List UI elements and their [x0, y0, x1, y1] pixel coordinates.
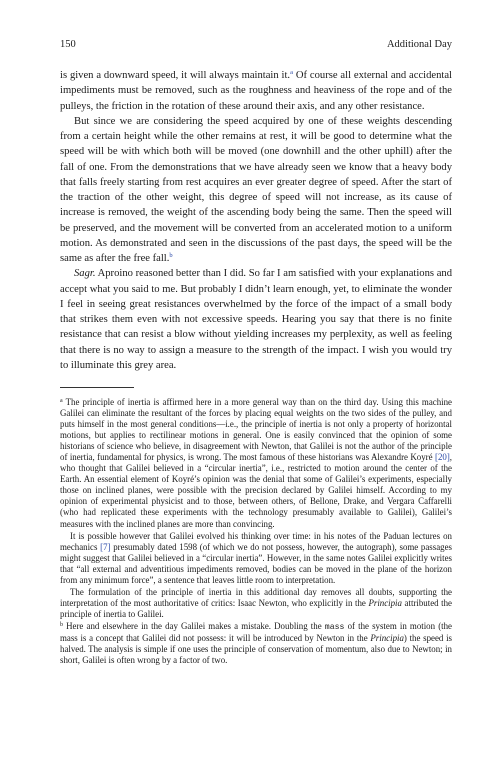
footnote-a-text-2: , who thought that Galilei believed in a “circular inertia”, i.e., restricted to motion around the center of the Earth. An essential element of Koyré’s opinion was the denial that some of Galilei’s experiments, especially those on inclined planes, were possible with the precision declared by Galilei himself. According to my opinion of experimental physicist and to those, between others, of Bellone, Drake, and Vergara Caffarelli (who had replicated these experiments with the technology presumably available to Galilei), Galilei’s measures with the inclined planes are more than convincing. [60, 452, 452, 529]
paragraph-3-text: Aproino reasoned better than I did. So far I am satisfied with your explanations and accept what you said to me. But probably I didn’t learn enough, yet, to eliminate the wonder I feel in seeing great resistances overwhelmed by the force of the impact of a small body that strikes them even with not excessive speeds. Hearing you say that there is no finite resistance that can resist a blow without yielding increases my perplexity, as well as feeling that there is no way to assign a measure to the strength of the impact. I wish you would try to illuminate this grey area. [60, 268, 452, 371]
footnote-b-text-3: ) the speed is halved. The analysis is simple if one uses the principle of conservation of momentum, also due to Newton; in short, Galilei is often wrong by a factor of two. [60, 632, 452, 666]
footnote-a-text-1: The principle of inertia is affirmed here in a more general way than on the third day. Using this machine Galilei can eliminate the resultant of the forces by placing equal weights on the two sides of the pulley, and puts himself in the most general conditions—i.e., the principle of inertia is not only a property of horizontal motions, but applies to rectilinear motions in general. One is easily convinced that the opinion of some historians of science who believe, in disagreement with Newton, that Galilei is not the author of the principle of inertia, fundamental for physics, is wrong. The most famous of these historians was Alexandre Koyré [60, 397, 452, 463]
footnote-a-paragraph-2 [60, 531, 452, 586]
footnote-b-text-2: of the system in motion (the mass is a concept that Galilei did not possess: it will be introduced by Newton in the [60, 620, 452, 643]
footnote-b [60, 621, 452, 666]
paragraph-2 [60, 114, 452, 267]
footnote-b-italic-title: Principia [370, 632, 404, 643]
footnote-a-text-4: presumably dated 1598 (of which we do not possess, however, the autograph), some passages might suggest that Galilei believed in a “circular inertia”. However, in the same notes Galilei explicitly writes that “all external and adventitious impediments removed, bodies can be moved in the plane of the horizon from any minimum force”, a sentence that leaves little room to interpretation. [60, 541, 452, 585]
paragraph-1-text-a: is given a downward speed, it will always maintain it. [60, 70, 291, 81]
footnotes [60, 397, 452, 666]
speaker-name: Sagr. [74, 268, 96, 280]
running-title: Additional Day [386, 39, 452, 50]
footnote-b-marker: b [60, 621, 63, 628]
paragraph-1-text-b: Of course all external and accidental impediments must be removed, such as the roughness and heaviness of the rope and of the pulleys, the friction in the rotation of these around their axis, and any other resistance. [60, 70, 452, 112]
footnote-b-text-1: Here and elsewhere in the day Galilei makes a mistake. Doubling the [63, 620, 325, 631]
citation-link-7[interactable]: [7] [100, 541, 111, 552]
footnote-ref-b[interactable]: b [169, 252, 173, 259]
footnote-a-italic-title: Principia [368, 597, 402, 608]
footnote-a-text-3: It is possible however that Galilei evolved his thinking over time: in his notes of the Paduan lectures on mechanics [60, 530, 452, 552]
paragraph-1 [60, 68, 452, 114]
footnote-a-paragraph-1 [60, 397, 452, 530]
paragraph-2-text: But since we are considering the speed acquired by one of these weights descending from a certain height while the other remains at rest, it will be good to determine what the speed will be with which both will be moved (one downhill and the other uphill) after the fall of one. From the demonstrations that we have already seen we know that a heavy body that falls freely starting from rest acquires an ever greater degree of speed. After the start of the traction of the other weight, this degree of speed will not increase, as its cause of increase is removed, the weight of the ascending body being the same. Then the speed will be preserved, and the movement will be converted from an accelerated motion to a uniform motion. As demonstrated and seen in the discussions of the past days, the speed will be the same as after the free fall. [60, 115, 452, 264]
main-text [60, 68, 452, 373]
footnote-a-paragraph-3 [60, 587, 452, 620]
citation-link-20[interactable]: [20] [434, 452, 450, 463]
footnote-b-mono-term: mass [324, 622, 345, 632]
book-page [60, 38, 452, 666]
footnote-a-marker: a [60, 398, 63, 404]
footnote-a-text-5: The formulation of the principle of inertia in this additional day removes all doubts, supporting the interpretation of the most authoritative of critics: Isaac Newton, who explicitly in the [60, 586, 452, 608]
footnote-ref-a[interactable]: a [290, 69, 293, 76]
footnote-separator [60, 387, 134, 388]
paragraph-3 [60, 266, 452, 373]
footnote-a-text-6: attributed the principle of inertia to Galilei. [60, 597, 452, 619]
page-number: 150 [60, 39, 76, 50]
running-head [60, 38, 452, 51]
